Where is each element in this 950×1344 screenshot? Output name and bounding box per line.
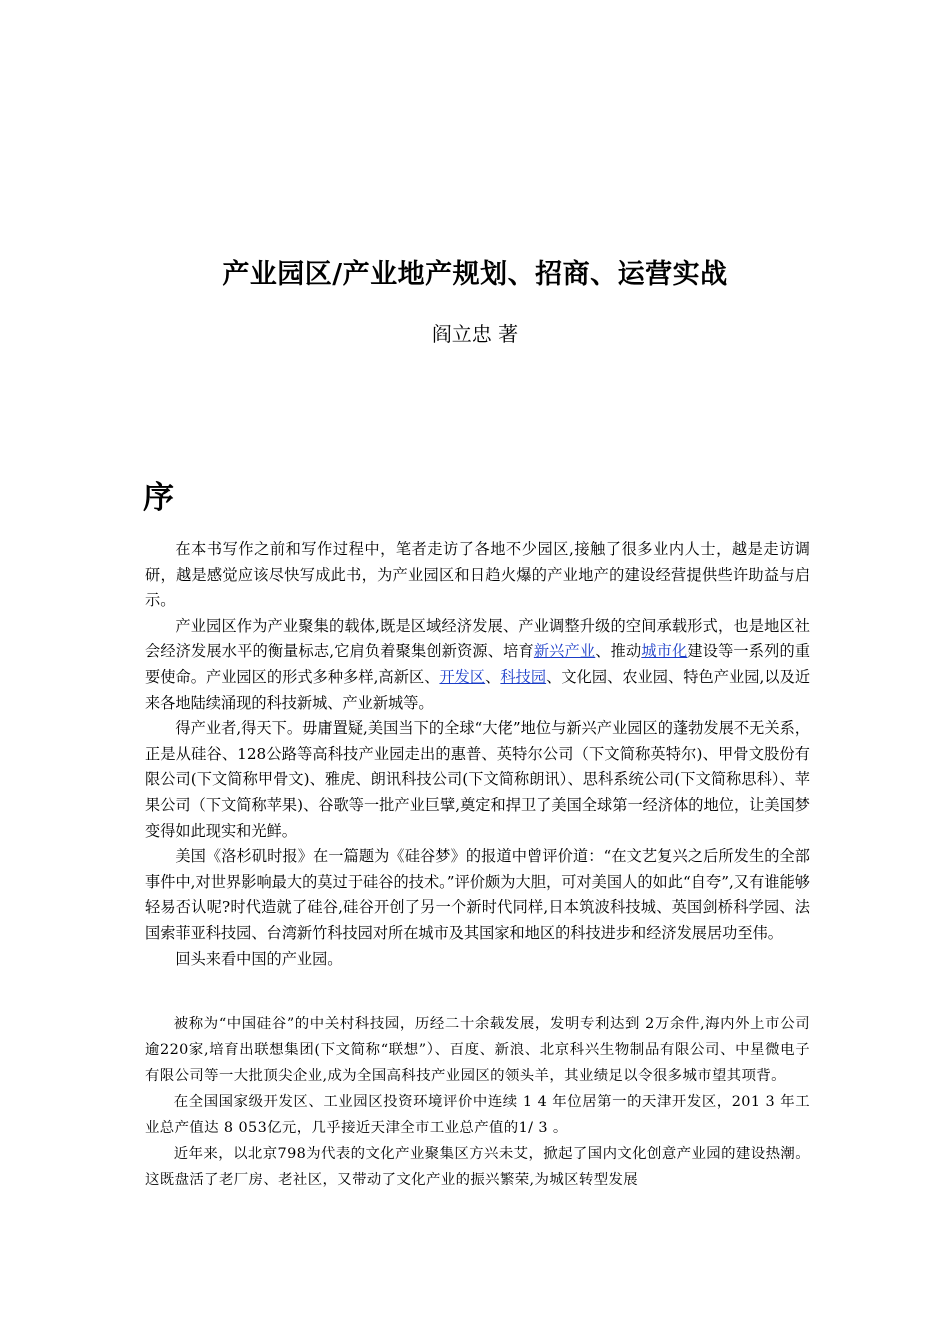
preface-heading: 序	[143, 480, 174, 516]
paragraph-2-text-5: 、文化园、农业园、特色产业园,以及近来各地陆续涌现的科技新城、产业新城等。	[145, 667, 811, 712]
paragraph-8: 近年来，以北京798为代表的文化产业聚集区方兴未艾，掀起了国内文化创意产业园的建设热潮。这既盘活了老厂房、老社区，又带动了文化产业的振兴繁荣,为城区转型发展	[145, 1146, 810, 1188]
paragraph-2-text-4: 、	[485, 667, 501, 686]
paragraph-3: 得产业者,得天下。毋庸置疑,美国当下的全球“大佬”地位与新兴产业园区的蓬勃发展不无关系，正是从硅谷、128公路等高科技产业园走出的惠普、英特尔公司（下文简称英特尔)、甲骨文股份有限公司(下文简称甲骨文)、雅虎、朗讯科技公司(下文简称朗讯）、思科系统公司(下文简称思科）、苹果公司（下文简称苹果)、谷歌等一批产业巨擘,奠定和捍卫了美国全球第一经济体的地位，让美国梦变得如此现实和光鲜。	[145, 719, 810, 840]
book-author: 阎立忠 著	[431, 322, 519, 346]
paragraph-2-text-1: 产业园区作为产业聚集的载体,既是区域经济发展、产业调整升级的空间承载形式，也是地区社会经济发展水平的衡量标志,它肩负着聚集创新资源、培育	[145, 616, 810, 661]
preface-body-part-1	[145, 537, 810, 972]
paragraph-7: 在全国国家级开发区、工业园区投资环境评价中连续 1 4 年位居第一的天津开发区，201 3 年工业总产值达 8 053亿元，几乎接近天津全市工业总产值的1/ 3 。	[145, 1094, 810, 1136]
link-urbanization[interactable]: 城市化	[641, 642, 688, 661]
link-development-zone[interactable]: 开发区	[439, 667, 486, 686]
paragraph-2-text-3: 建设等一系列的重要使命。产业园区的形式多种多样,高新区、	[145, 642, 811, 686]
paragraph-2-text-2: 、推动	[595, 642, 642, 661]
paragraph-5: 回头来看中国的产业园。	[175, 949, 343, 968]
link-science-park[interactable]: 科技园	[500, 667, 547, 686]
paragraph-4: 美国《洛杉矶时报》在一篇题为《硅谷梦》的报道中曾评价道：“在文艺复兴之后所发生的全部事件中,对世界影响最大的莫过于硅谷的技术。”评价颇为大胆，可对美国人的如此“自夸”,又有谁能够轻易否认呢?时代造就了硅谷,硅谷开创了另一个新时代同样,日本筑波科技城、英国剑桥科学园、法国索菲亚科技园、台湾新竹科技园对所在城市及其国家和地区的科技进步和经济发展居功至伟。	[145, 847, 810, 942]
book-title: 产业园区/产业地产规划、招商、运营实战	[222, 259, 728, 290]
paragraph-1: 在本书写作之前和写作过程中，笔者走访了各地不少园区,接触了很多业内人士，越是走访调研，越是感觉应该尽快写成此书，为产业园区和日趋火爆的产业地产的建设经营提供些许助益与启示。	[145, 540, 810, 610]
link-emerging-industry[interactable]: 新兴产业	[533, 642, 596, 661]
paragraph-2	[145, 614, 810, 716]
paragraph-6: 被称为“中国硅谷”的中关村科技园，历经二十余载发展，发明专利达到 2万余件,海内外上市公司逾220家,培育出联想集团(下文简称“联想”）、百度、新浪、北京科兴生物制品有限公司、中星微电子有限公司等一大批顶尖企业,成为全国高科技产业园区的领头羊，其业绩足以令很多城市望其项背。	[145, 1016, 810, 1084]
preface-body-part-2	[145, 1011, 810, 1193]
